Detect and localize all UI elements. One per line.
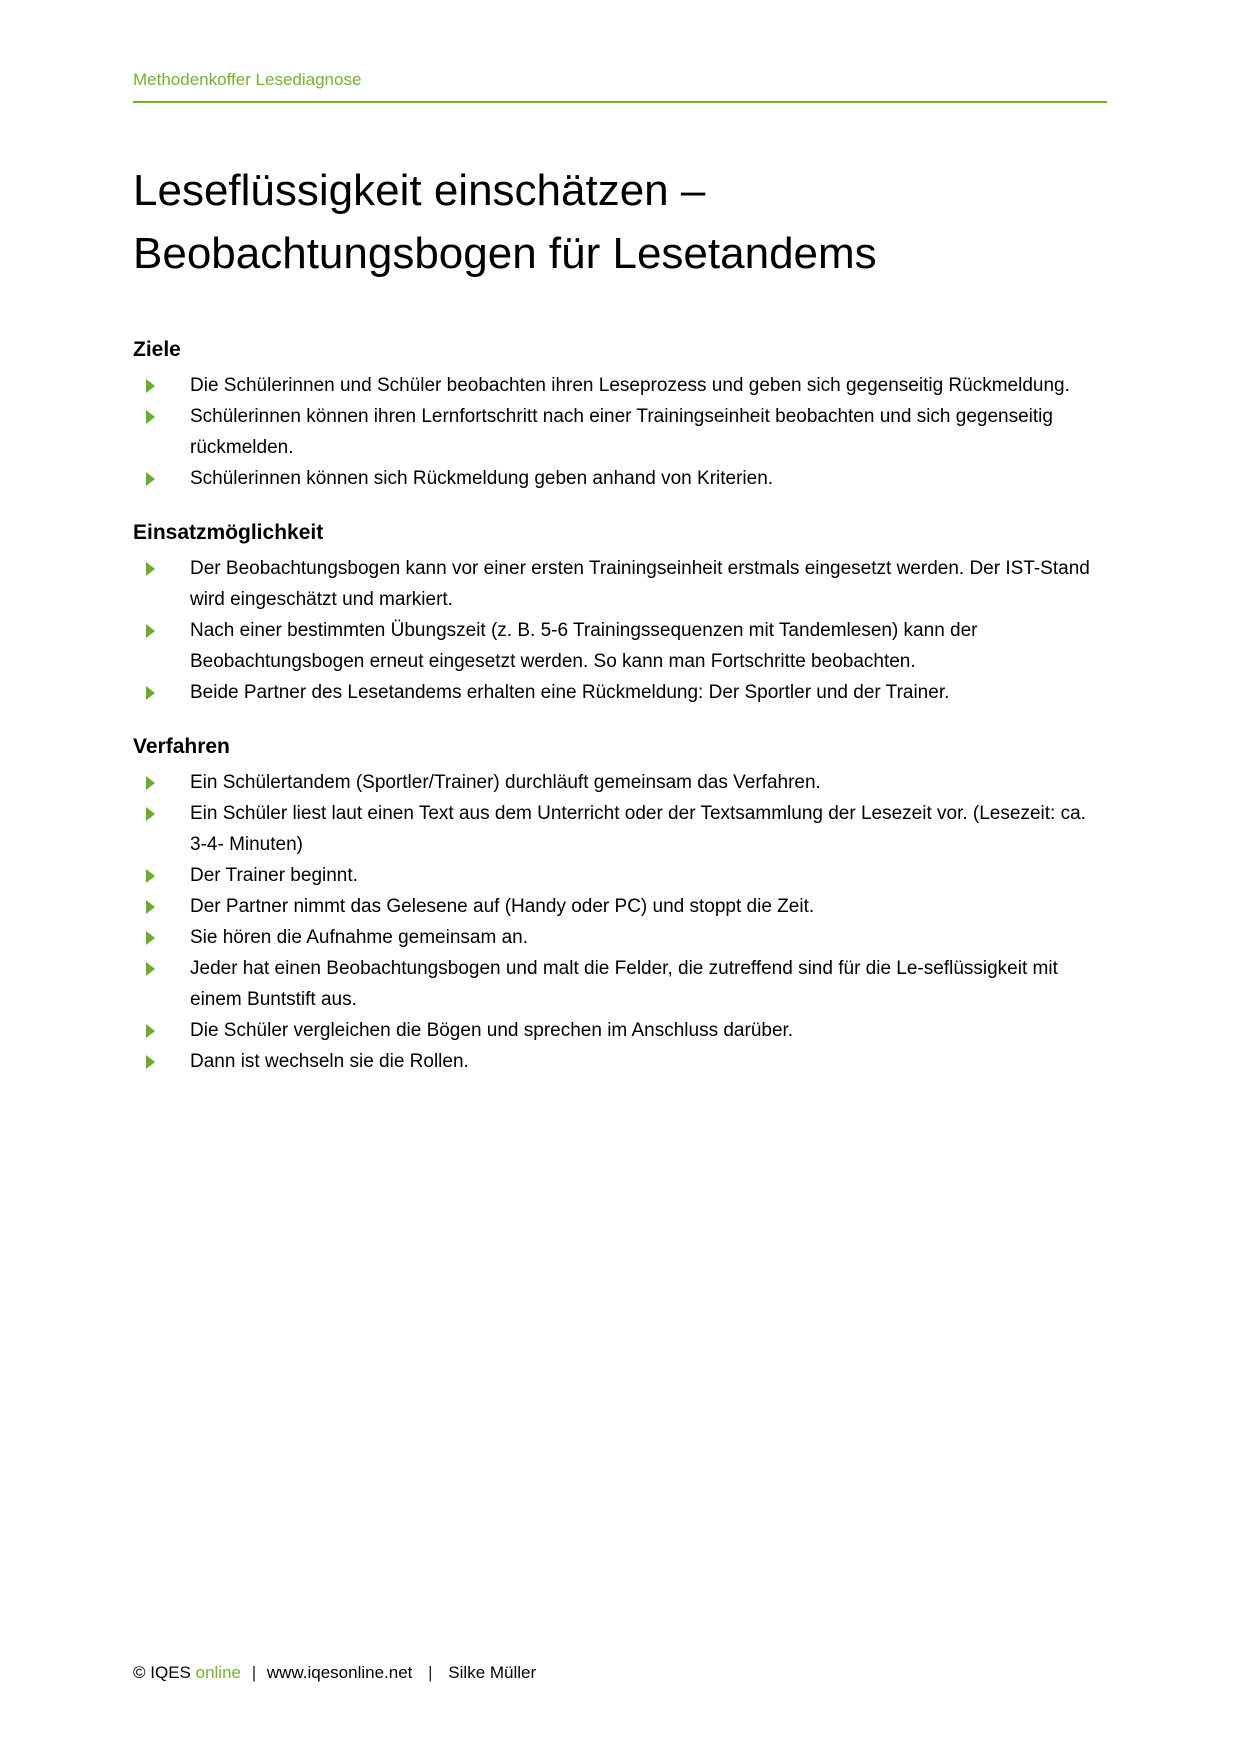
page-title-line2: Beobachtungsbogen für Lesetandems <box>133 229 877 278</box>
section <box>133 337 1107 494</box>
list-item <box>133 370 1107 401</box>
page-title <box>133 159 1107 285</box>
section-heading: Verfahren <box>133 735 230 758</box>
bullet-triangle-icon <box>146 900 155 914</box>
bullet-triangle-icon <box>146 379 155 393</box>
list-item <box>133 677 1107 708</box>
section-heading: Einsatzmöglichkeit <box>133 521 324 544</box>
list-item <box>133 860 1107 891</box>
bullet-triangle-icon <box>146 931 155 945</box>
bullet-text: Der Trainer beginnt. <box>190 865 358 886</box>
list-item <box>133 553 1107 615</box>
bullet-text: Nach einer bestimmten Übungszeit (z. B. 5-6 Trainingssequenzen mit Tandemlesen) kann der Beobachtungsbogen erneut eingesetzt werden. So kann man Fortschritte beobachten. <box>190 620 978 672</box>
footer-author: Silke Müller <box>448 1663 537 1682</box>
bullet-text: Die Schülerinnen und Schüler beobachten ihren Leseprozess und geben sich gegenseitig Rückmeldung. <box>190 375 1070 396</box>
footer-copyright: © IQES <box>133 1663 191 1682</box>
section-heading: Ziele <box>133 338 181 361</box>
section <box>133 520 1107 708</box>
footer-brand: online <box>195 1663 241 1682</box>
page-footer <box>133 1662 536 1684</box>
list-item <box>133 798 1107 860</box>
header-divider <box>133 101 1107 103</box>
bullet-text: Ein Schülertandem (Sportler/Trainer) durchläuft gemeinsam das Verfahren. <box>190 772 821 793</box>
list-item <box>133 767 1107 798</box>
bullet-triangle-icon <box>146 962 155 976</box>
bullet-text: Ein Schüler liest laut einen Text aus dem Unterricht oder der Textsammlung der Lesezeit vor. (Lesezeit: ca. 3-4- Minuten) <box>190 803 1086 855</box>
list-item <box>133 891 1107 922</box>
list-item <box>133 953 1107 1015</box>
bullet-text: Dann ist wechseln sie die Rollen. <box>190 1051 469 1072</box>
bullet-text: Schülerinnen können sich Rückmeldung geben anhand von Kriterien. <box>190 468 774 489</box>
bullet-triangle-icon <box>146 807 155 821</box>
running-header: Methodenkoffer Lesediagnose <box>133 70 362 89</box>
bullet-text: Schülerinnen können ihren Lernfortschritt nach einer Trainingseinheit beobachten und sich gegenseitig rückmelden. <box>190 406 1053 458</box>
bullet-triangle-icon <box>146 624 155 638</box>
list-item <box>133 463 1107 494</box>
page-title-line1: Leseflüssigkeit einschätzen – <box>133 166 706 215</box>
footer-separator: | <box>428 1663 433 1682</box>
bullet-text: Der Beobachtungsbogen kann vor einer ersten Trainingseinheit erstmals eingesetzt werden. Der IST-Stand wird eingeschätzt und markiert. <box>190 558 1090 610</box>
list-item <box>133 401 1107 463</box>
bullet-list <box>133 767 1107 1077</box>
section <box>133 734 1107 1077</box>
bullet-triangle-icon <box>146 1024 155 1038</box>
bullet-text: Die Schüler vergleichen die Bögen und sprechen im Anschluss darüber. <box>190 1020 794 1041</box>
list-item <box>133 1015 1107 1046</box>
bullet-text: Sie hören die Aufnahme gemeinsam an. <box>190 927 528 948</box>
bullet-list <box>133 553 1107 708</box>
bullet-triangle-icon <box>146 562 155 576</box>
bullet-triangle-icon <box>146 1055 155 1069</box>
list-item <box>133 922 1107 953</box>
list-item <box>133 1046 1107 1077</box>
bullet-text: Der Partner nimmt das Gelesene auf (Handy oder PC) und stoppt die Zeit. <box>190 896 815 917</box>
list-item <box>133 615 1107 677</box>
sections <box>133 337 1107 1077</box>
footer-website: www.iqesonline.net <box>266 1663 413 1682</box>
bullet-triangle-icon <box>146 686 155 700</box>
bullet-text: Beide Partner des Lesetandems erhalten eine Rückmeldung: Der Sportler und der Trainer. <box>190 682 950 703</box>
bullet-triangle-icon <box>146 869 155 883</box>
bullet-triangle-icon <box>146 410 155 424</box>
bullet-list <box>133 370 1107 494</box>
bullet-text: Jeder hat einen Beobachtungsbogen und malt die Felder, die zutreffend sind für die Le-seflüssigkeit mit einem Buntstift aus. <box>190 958 1058 1010</box>
bullet-triangle-icon <box>146 472 155 486</box>
footer-separator: | <box>251 1663 257 1682</box>
bullet-triangle-icon <box>146 776 155 790</box>
